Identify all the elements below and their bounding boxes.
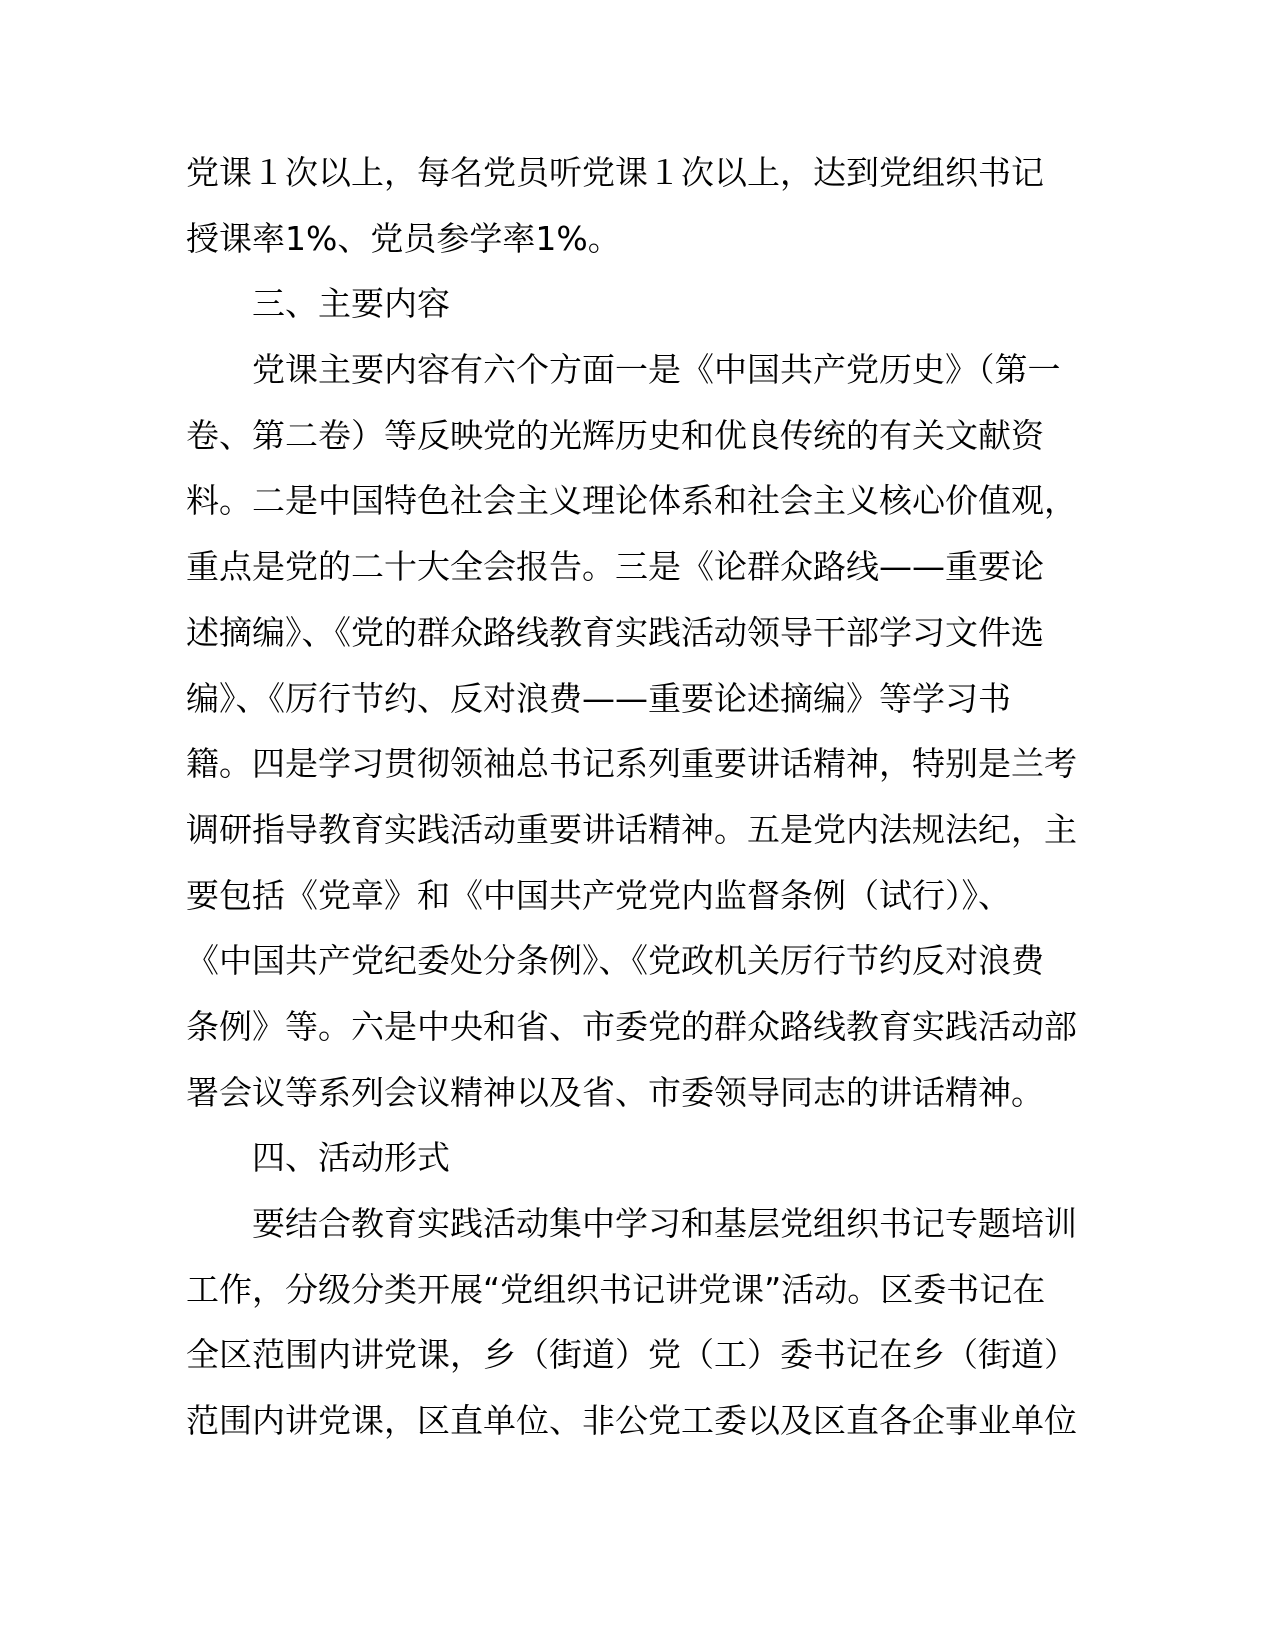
paragraph-continuation-line: 授课率1%、党员参学率1%。	[186, 218, 621, 258]
paragraph-line: 条例》等。六是中央和省、市委党的群众路线教育实践活动部	[186, 1006, 1077, 1046]
paragraph-line: 编》、《厉行节约、反对浪费——重要论述摘编》等学习书	[186, 678, 1011, 718]
paragraph-line: 全区范围内讲党课，乡（街道）党（工）委书记在乡（街道）	[186, 1335, 1077, 1375]
body-text	[186, 140, 1086, 1454]
paragraph-first-line: 要结合教育实践活动集中学习和基层党组织书记专题培训	[252, 1204, 1077, 1243]
paragraph-first-line: 党课主要内容有六个方面一是《中国共产党历史》（第一	[252, 350, 1061, 390]
paragraph-line: 料。二是中国特色社会主义理论体系和社会主义核心价值观，	[186, 481, 1077, 521]
paragraph-line: 要包括《党章》和《中国共产党党内监督条例（试行）》、	[186, 875, 1011, 915]
section-heading-main-content: 三、主要内容	[252, 284, 450, 324]
paragraph-line: 范围内讲党课，区直单位、非公党工委以及区直各企事业单位	[186, 1401, 1077, 1441]
paragraph-line: 署会议等系列会议精神以及省、市委领导同志的讲话精神。	[186, 1072, 1044, 1112]
paragraph-continuation-line: 党课１次以上，每名党员听党课１次以上，达到党组织书记	[186, 153, 1044, 192]
section-heading-activity-form: 四、活动形式	[252, 1138, 450, 1178]
paragraph-line: 籍。四是学习贯彻领袖总书记系列重要讲话精神，特别是兰考	[186, 744, 1077, 784]
paragraph-line: 重点是党的二十大全会报告。三是《论群众路线——重要论	[186, 547, 1044, 587]
paragraph-line: 调研指导教育实践活动重要讲话精神。五是党内法规法纪，主	[186, 809, 1077, 849]
paragraph-line: 卷、第二卷）等反映党的光辉历史和优良传统的有关文献资	[186, 415, 1044, 455]
paragraph-line: 《中国共产党纪委处分条例》、《党政机关厉行节约反对浪费	[186, 941, 1044, 981]
paragraph-line: 工作，分级分类开展“党组织书记讲党课”活动。区委书记在	[186, 1269, 1046, 1309]
paragraph-line: 述摘编》、《党的群众路线教育实践活动领导干部学习文件选	[186, 612, 1044, 652]
